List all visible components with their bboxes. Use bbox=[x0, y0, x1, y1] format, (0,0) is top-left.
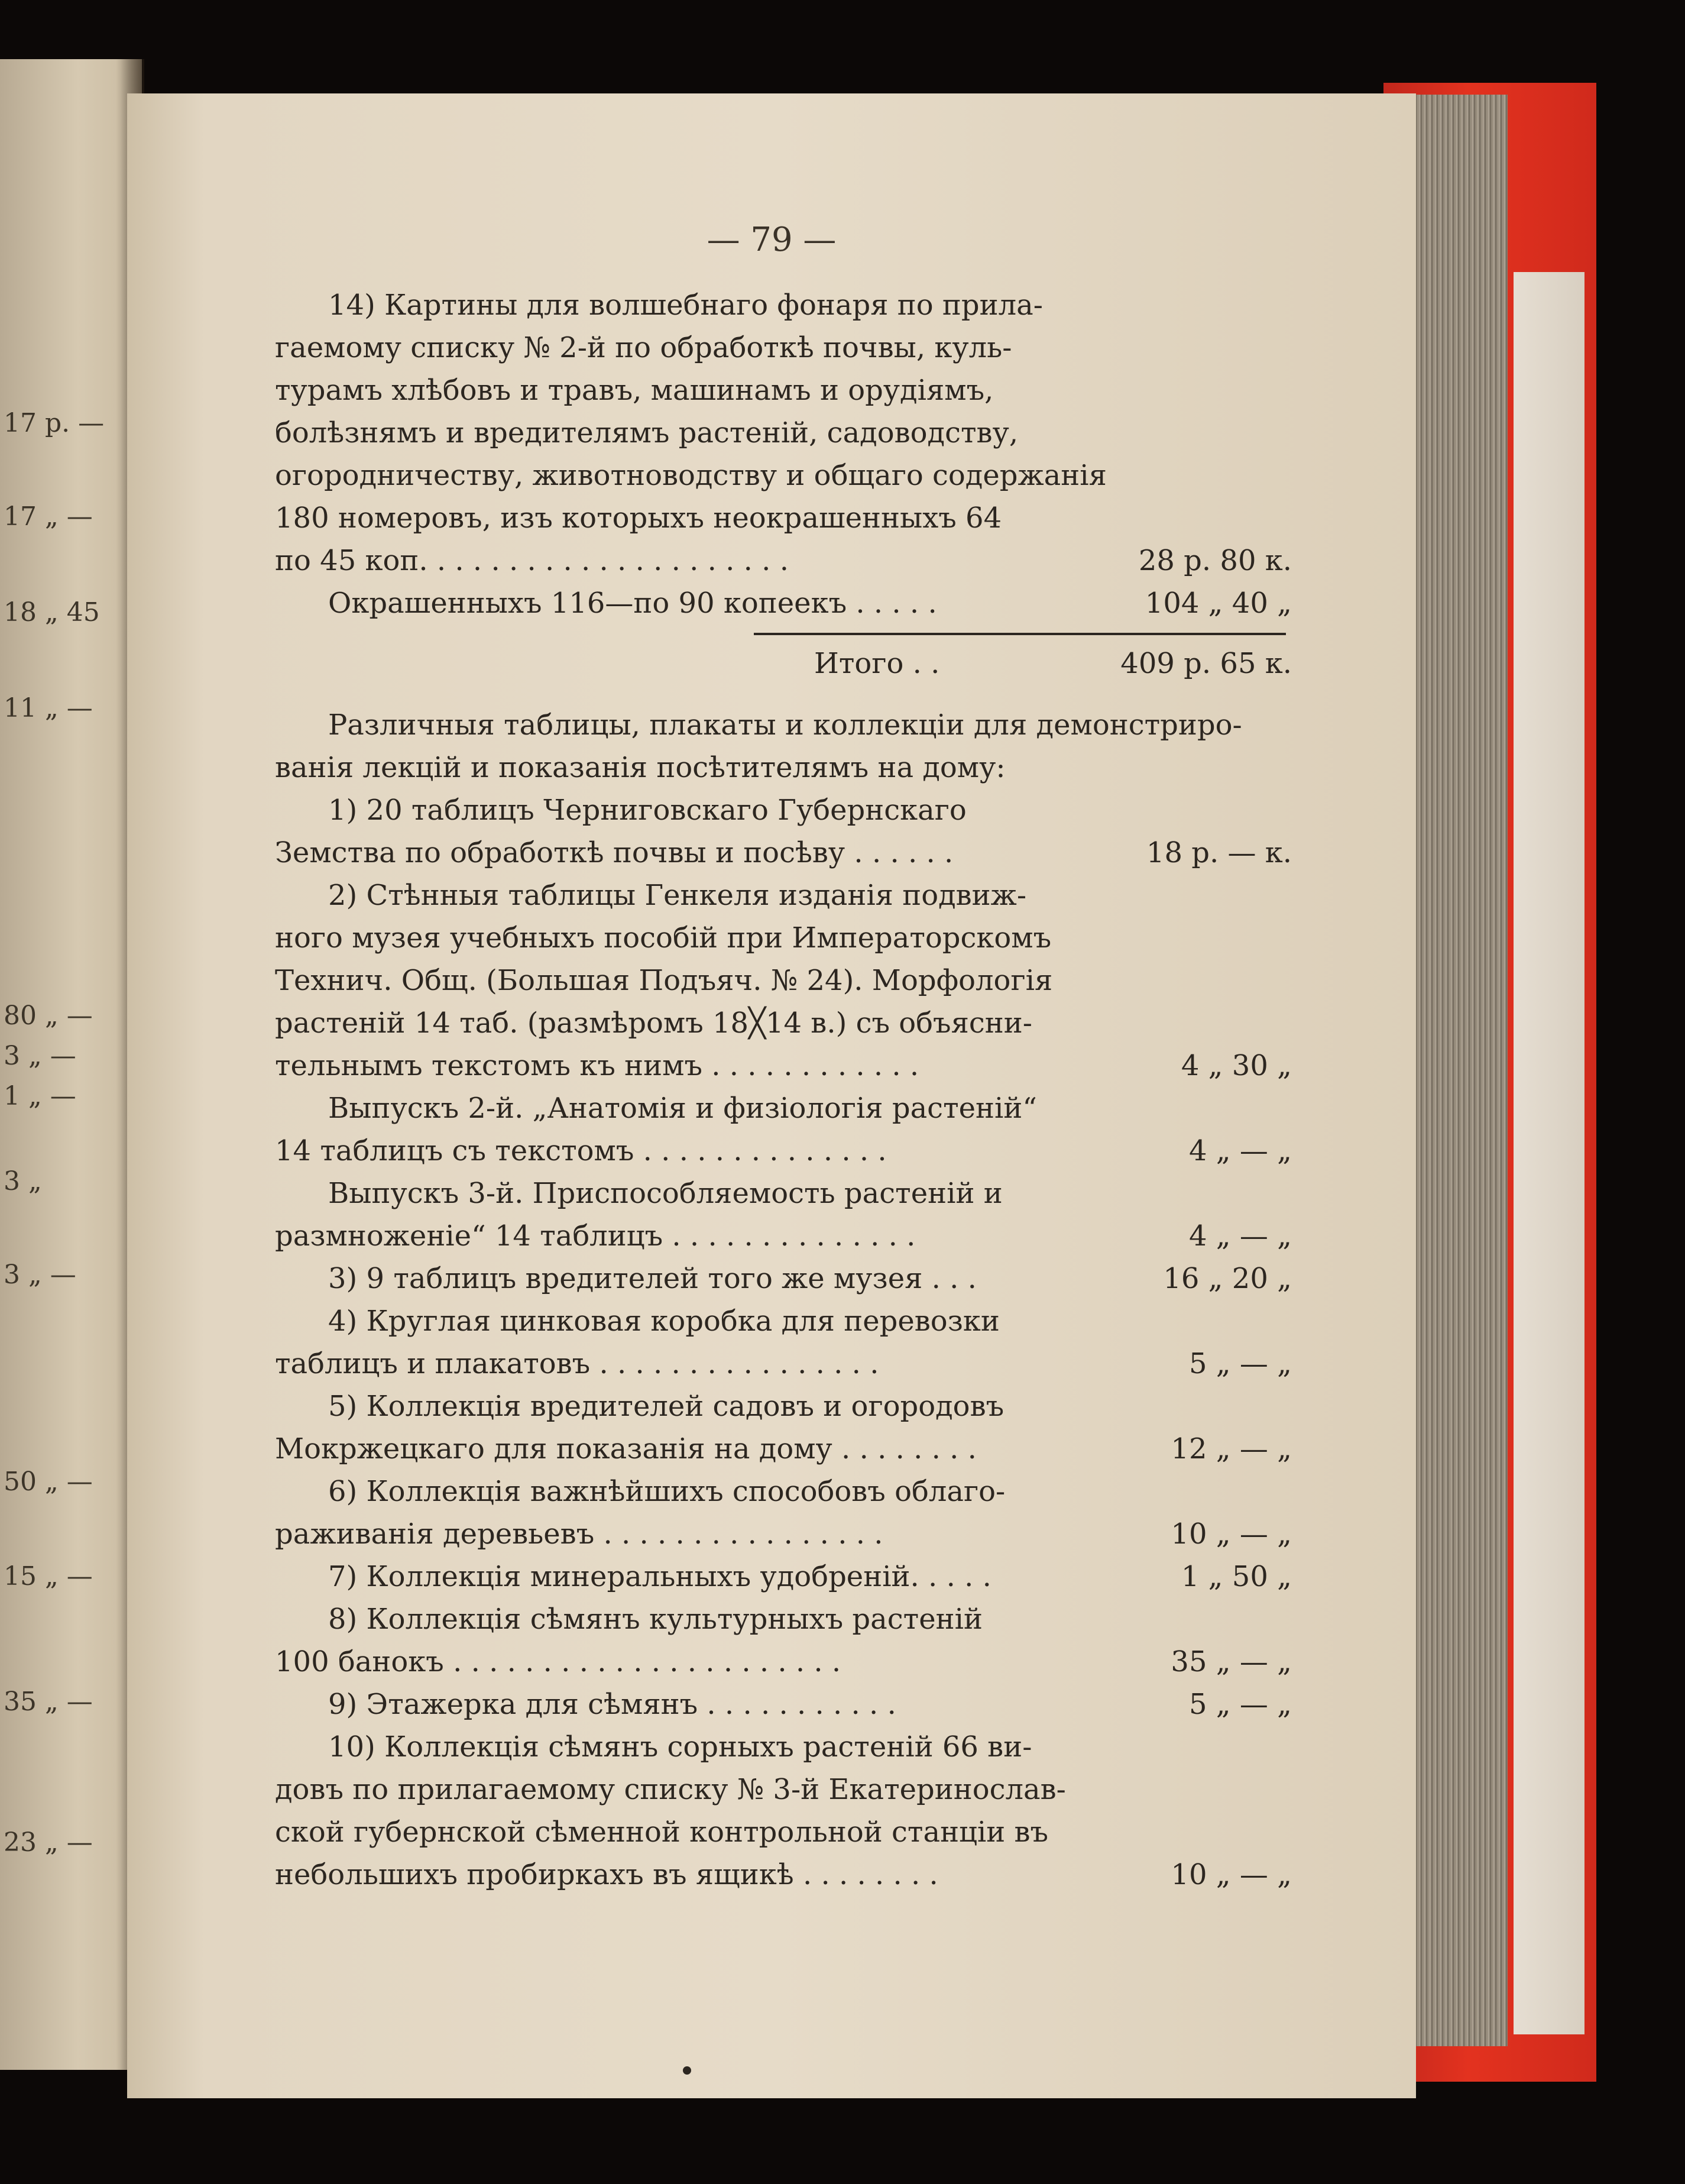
page-edges bbox=[1407, 95, 1508, 2046]
text-line: ской губернской сѣменной контрольной станціи въ bbox=[275, 1816, 1049, 1849]
text-line: огородничеству, животноводству и общаго содержанія bbox=[275, 459, 1107, 492]
total-amount: 409 р. 65 к. bbox=[1120, 647, 1292, 680]
text-line: Выпускъ 2-й. „Анатомія и физіологія растеній“ bbox=[328, 1092, 1037, 1125]
text-line: болѣзнямъ и вредителямъ растеній, садоводству, bbox=[275, 416, 1019, 449]
text-line: Выпускъ 3-й. Приспособляемость растеній и bbox=[328, 1177, 1003, 1210]
text-line: 6) Коллекція важнѣйшихъ способовъ облаго- bbox=[328, 1475, 1006, 1508]
text-line: 14) Картины для волшебнаго фонаря по прила- bbox=[328, 289, 1043, 322]
amount: 4 „ 30 „ bbox=[1181, 1049, 1292, 1082]
amount: 4 „ — „ bbox=[1188, 1134, 1292, 1167]
page-number: — 79 — bbox=[707, 221, 837, 259]
amount: 5 „ — „ bbox=[1188, 1347, 1292, 1380]
amount: 10 „ — „ bbox=[1171, 1518, 1292, 1551]
text-line: 1) 20 таблицъ Черниговскаго Губернскаго bbox=[328, 794, 967, 827]
amount: 10 „ — „ bbox=[1171, 1858, 1292, 1891]
text-line: 180 номеровъ, изъ которыхъ неокрашенныхъ 64 bbox=[275, 501, 1002, 535]
amount: 1 „ 50 „ bbox=[1181, 1560, 1292, 1593]
text-line: 8) Коллекція сѣмянъ культурныхъ растеній bbox=[328, 1603, 983, 1636]
text-line: таблицъ и плакатовъ . . . . . . . . . . . . . . . . bbox=[275, 1347, 879, 1380]
text-line: 5) Коллекція вредителей садовъ и огородовъ bbox=[328, 1390, 1004, 1423]
text-line: Различныя таблицы, плакаты и коллекціи для демонстриро- bbox=[328, 708, 1242, 742]
left-margin-amount: 1 „ — bbox=[4, 1081, 76, 1111]
amount: 18 р. — к. bbox=[1146, 836, 1292, 869]
text-line: растеній 14 таб. (размѣромъ 18╳14 в.) съ объясни- bbox=[275, 1007, 1032, 1040]
left-margin-amount: 3 „ bbox=[4, 1166, 42, 1196]
amount: 16 „ 20 „ bbox=[1163, 1262, 1292, 1295]
text-line: Технич. Общ. (Большая Подъяч. № 24). Морфологія bbox=[275, 964, 1053, 997]
amount: 28 р. 80 к. bbox=[1138, 544, 1292, 577]
left-margin-amount: 11 „ — bbox=[4, 693, 93, 723]
left-margin-amount: 17 р. — bbox=[4, 408, 105, 438]
text-line: Земства по обработкѣ почвы и посѣву . . . . . . bbox=[275, 836, 954, 869]
text-line: ного музея учебныхъ пособій при Императорскомъ bbox=[275, 921, 1052, 955]
text-line: размноженіе“ 14 таблицъ . . . . . . . . . . . . . . bbox=[275, 1219, 916, 1253]
left-margin-amount: 18 „ 45 bbox=[4, 597, 100, 627]
left-margin-amount: 3 „ — bbox=[4, 1260, 76, 1290]
amount: 5 „ — „ bbox=[1188, 1688, 1292, 1721]
text-line: раживанія деревьевъ . . . . . . . . . . . . . . . . bbox=[275, 1518, 883, 1551]
text-line: Окрашенныхъ 116—по 90 копеекъ . . . . . bbox=[328, 587, 937, 620]
text-line: небольшихъ пробиркахъ въ ящикѣ . . . . . . . . bbox=[275, 1858, 938, 1891]
text-line: 100 банокъ . . . . . . . . . . . . . . . . . . . . . . bbox=[275, 1645, 841, 1678]
book-page bbox=[127, 93, 1416, 2098]
left-margin-amount: 23 „ — bbox=[4, 1827, 93, 1858]
text-line: 3) 9 таблицъ вредителей того же музея . . . bbox=[328, 1262, 977, 1295]
text-line: Мокржецкаго для показанія на дому . . . . . . . . bbox=[275, 1432, 977, 1465]
text-line: турамъ хлѣбовъ и травъ, машинамъ и орудіямъ, bbox=[275, 374, 994, 407]
text-line: 14 таблицъ съ текстомъ . . . . . . . . . . . . . . bbox=[275, 1134, 887, 1167]
amount: 104 „ 40 „ bbox=[1145, 587, 1292, 620]
text-line: гаемому списку № 2-й по обработкѣ почвы, куль- bbox=[275, 331, 1012, 364]
left-margin-amount: 50 „ — bbox=[4, 1467, 93, 1497]
left-margin-amount: 35 „ — bbox=[4, 1687, 93, 1717]
inserted-sheet-edge bbox=[1514, 272, 1584, 2034]
left-margin-amount: 3 „ — bbox=[4, 1041, 76, 1071]
amount: 12 „ — „ bbox=[1171, 1432, 1292, 1465]
amount: 4 „ — „ bbox=[1188, 1219, 1292, 1253]
left-margin-amount: 17 „ — bbox=[4, 501, 93, 532]
text-line: 9) Этажерка для сѣмянъ . . . . . . . . . . . bbox=[328, 1688, 896, 1721]
left-margin-amount: 15 „ — bbox=[4, 1561, 93, 1591]
total-rule bbox=[754, 633, 1286, 635]
text-line: довъ по прилагаемому списку № 3-й Екатеринослав- bbox=[275, 1773, 1066, 1806]
text-line: ванія лекцій и показанія посѣтителямъ на дому: bbox=[275, 751, 1006, 784]
text-line: тельнымъ текстомъ къ нимъ . . . . . . . . . . . . bbox=[275, 1049, 919, 1082]
left-margin-amount: 80 „ — bbox=[4, 1001, 93, 1031]
text-line: по 45 коп. . . . . . . . . . . . . . . . . . . . . bbox=[275, 544, 789, 577]
text-line: 4) Круглая цинковая коробка для перевозки bbox=[328, 1305, 1000, 1338]
text-line: 7) Коллекція минеральныхъ удобреній. . . . . bbox=[328, 1560, 991, 1593]
amount: 35 „ — „ bbox=[1171, 1645, 1292, 1678]
text-line: 10) Коллекція сѣмянъ сорныхъ растеній 66 ви- bbox=[328, 1730, 1032, 1764]
text-line: 2) Стѣнныя таблицы Генкеля изданія подвиж- bbox=[328, 879, 1027, 912]
total-label: Итого . . bbox=[814, 647, 940, 680]
page-dot bbox=[683, 2066, 691, 2075]
